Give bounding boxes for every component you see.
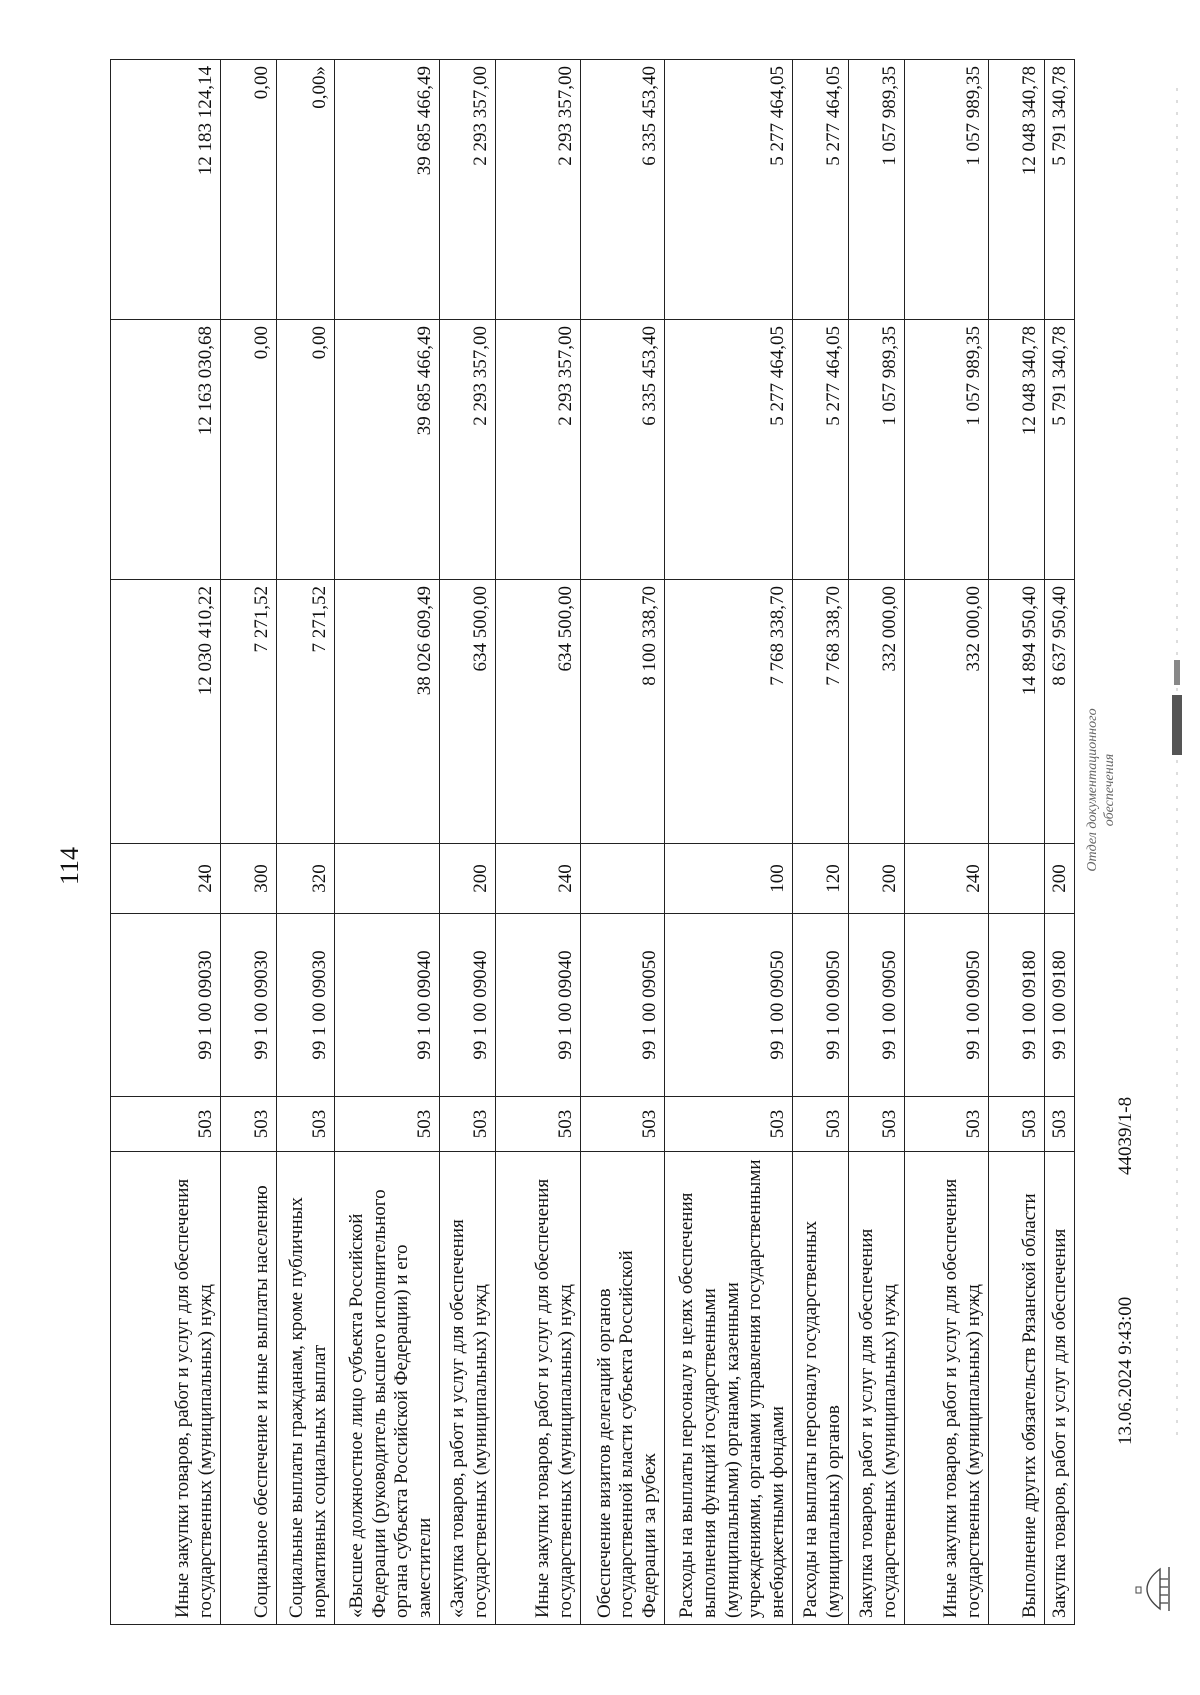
page-number: 114 (55, 846, 84, 885)
expense-type: 100 (665, 844, 793, 914)
amount-2: 6 335 453,40 (581, 320, 665, 580)
footer-datetime: 13.06.2024 9:43:00 (1115, 1296, 1136, 1445)
article-code: 99 1 00 09050 (665, 914, 793, 1097)
expense-type: 200 (849, 844, 905, 914)
section-code: 503 (581, 1097, 665, 1152)
footer-doc-code: 44039/1-8 (1115, 1096, 1136, 1175)
table-row (581, 60, 665, 1625)
amount-1: 332 000,00 (849, 580, 905, 844)
expense-type: 240 (111, 844, 221, 914)
amount-1: 38 026 609,49 (335, 580, 440, 844)
scan-edge-marks (1170, 85, 1184, 1435)
amount-2: 12 048 340,78 (989, 320, 1045, 580)
table-row (793, 60, 849, 1625)
article-code: 99 1 00 09050 (905, 914, 989, 1097)
expense-type (335, 844, 440, 914)
amount-2: 1 057 989,35 (849, 320, 905, 580)
amount-1: 12 030 410,22 (111, 580, 221, 844)
row-description: Иные закупки товаров, работ и услуг для обеспечения государственных (муниципальных) нужд (905, 1152, 989, 1625)
row-description: «Высшее должностное лицо субъекта Российской Федерации (руководитель высшего исполнительного органа субъекта Российской Федерации) и его заместители (335, 1152, 440, 1625)
parliament-logo-icon (1130, 1563, 1174, 1615)
section-code: 503 (111, 1097, 221, 1152)
table-row (335, 60, 440, 1625)
amount-1: 7 271,52 (277, 580, 335, 844)
article-code: 99 1 00 09040 (496, 914, 581, 1097)
article-code: 99 1 00 09050 (793, 914, 849, 1097)
row-description: Иные закупки товаров, работ и услуг для обеспечения государственных (муниципальных) нужд (496, 1152, 581, 1625)
amount-3: 1 057 989,35 (849, 60, 905, 320)
section-code: 503 (989, 1097, 1045, 1152)
table-row (989, 60, 1045, 1625)
row-description: Расходы на выплаты персоналу в целях обеспечения выполнения функций государственными (муниципальными) органами, казенными учреждениями, органами управления государственными внебюджетными фондами (665, 1152, 793, 1625)
expense-type: 120 (793, 844, 849, 914)
section-code: 503 (496, 1097, 581, 1152)
amount-2: 0,00 (221, 320, 277, 580)
amount-3: 6 335 453,40 (581, 60, 665, 320)
table-row (496, 60, 581, 1625)
amount-2: 1 057 989,35 (905, 320, 989, 580)
amount-1: 634 500,00 (440, 580, 496, 844)
expense-type: 200 (440, 844, 496, 914)
amount-3: 2 293 357,00 (440, 60, 496, 320)
article-code: 99 1 00 09030 (111, 914, 221, 1097)
department-stamp (1085, 695, 1119, 885)
amount-3: 0,00» (277, 60, 335, 320)
amount-1: 634 500,00 (496, 580, 581, 844)
expense-type (581, 844, 665, 914)
row-description: Иные закупки товаров, работ и услуг для обеспечения государственных (муниципальных) нужд (111, 1152, 221, 1625)
amount-1: 8 100 338,70 (581, 580, 665, 844)
amount-1: 332 000,00 (905, 580, 989, 844)
row-description: Социальные выплаты гражданам, кроме публичных нормативных социальных выплат (277, 1152, 335, 1625)
section-code: 503 (849, 1097, 905, 1152)
amount-2: 5 277 464,05 (665, 320, 793, 580)
amount-1: 7 768 338,70 (665, 580, 793, 844)
table-body (111, 60, 1075, 1625)
amount-3: 0,00 (221, 60, 277, 320)
stamp-line-1: Отдел документационного (1085, 708, 1100, 872)
amount-2: 39 685 466,49 (335, 320, 440, 580)
row-description: Социальное обеспечение и иные выплаты населению (221, 1152, 277, 1625)
section-code: 503 (793, 1097, 849, 1152)
expense-type (989, 844, 1045, 914)
section-code: 503 (221, 1097, 277, 1152)
article-code: 99 1 00 09040 (440, 914, 496, 1097)
amount-3: 5 791 340,78 (1045, 60, 1075, 320)
amount-1: 7 768 338,70 (793, 580, 849, 844)
amount-3: 12 048 340,78 (989, 60, 1045, 320)
expense-type: 200 (1045, 844, 1075, 914)
amount-3: 2 293 357,00 (496, 60, 581, 320)
article-code: 99 1 00 09030 (221, 914, 277, 1097)
budget-table (110, 59, 1075, 1625)
section-code: 503 (277, 1097, 335, 1152)
amount-1: 8 637 950,40 (1045, 580, 1075, 844)
row-description: Закупка товаров, работ и услуг для обеспечения (1045, 1152, 1075, 1625)
section-code: 503 (905, 1097, 989, 1152)
row-description: Выполнение других обязательств Рязанской области (989, 1152, 1045, 1625)
section-code: 503 (440, 1097, 496, 1152)
amount-3: 12 183 124,14 (111, 60, 221, 320)
table-row (221, 60, 277, 1625)
amount-2: 12 163 030,68 (111, 320, 221, 580)
table-row (440, 60, 496, 1625)
table-row (111, 60, 221, 1625)
amount-3: 5 277 464,05 (665, 60, 793, 320)
article-code: 99 1 00 09180 (989, 914, 1045, 1097)
expense-type: 300 (221, 844, 277, 914)
amount-2: 0,00 (277, 320, 335, 580)
amount-1: 14 894 950,40 (989, 580, 1045, 844)
amount-2: 2 293 357,00 (496, 320, 581, 580)
section-code: 503 (665, 1097, 793, 1152)
article-code: 99 1 00 09040 (335, 914, 440, 1097)
section-code: 503 (1045, 1097, 1075, 1152)
expense-type: 240 (905, 844, 989, 914)
article-code: 99 1 00 09050 (849, 914, 905, 1097)
amount-3: 39 685 466,49 (335, 60, 440, 320)
amount-2: 5 277 464,05 (793, 320, 849, 580)
row-description: Закупка товаров, работ и услуг для обеспечения государственных (муниципальных) нужд (849, 1152, 905, 1625)
article-code: 99 1 00 09050 (581, 914, 665, 1097)
row-description: «Закупка товаров, работ и услуг для обеспечения государственных (муниципальных) нужд (440, 1152, 496, 1625)
table-row (849, 60, 905, 1625)
amount-3: 1 057 989,35 (905, 60, 989, 320)
table-row (905, 60, 989, 1625)
table-row (665, 60, 793, 1625)
table-row (277, 60, 335, 1625)
section-code: 503 (335, 1097, 440, 1152)
amount-3: 5 277 464,05 (793, 60, 849, 320)
article-code: 99 1 00 09180 (1045, 914, 1075, 1097)
expense-type: 320 (277, 844, 335, 914)
amount-2: 5 791 340,78 (1045, 320, 1075, 580)
row-description: Расходы на выплаты персоналу государственных (муниципальных) органов (793, 1152, 849, 1625)
expense-type: 240 (496, 844, 581, 914)
amount-2: 2 293 357,00 (440, 320, 496, 580)
amount-1: 7 271,52 (221, 580, 277, 844)
stamp-line-2: обеспечения (1101, 753, 1117, 827)
table-row (1045, 60, 1075, 1625)
row-description: Обеспечение визитов делегаций органов государственной власти субъекта Российской Федерации за рубеж (581, 1152, 665, 1625)
article-code: 99 1 00 09030 (277, 914, 335, 1097)
